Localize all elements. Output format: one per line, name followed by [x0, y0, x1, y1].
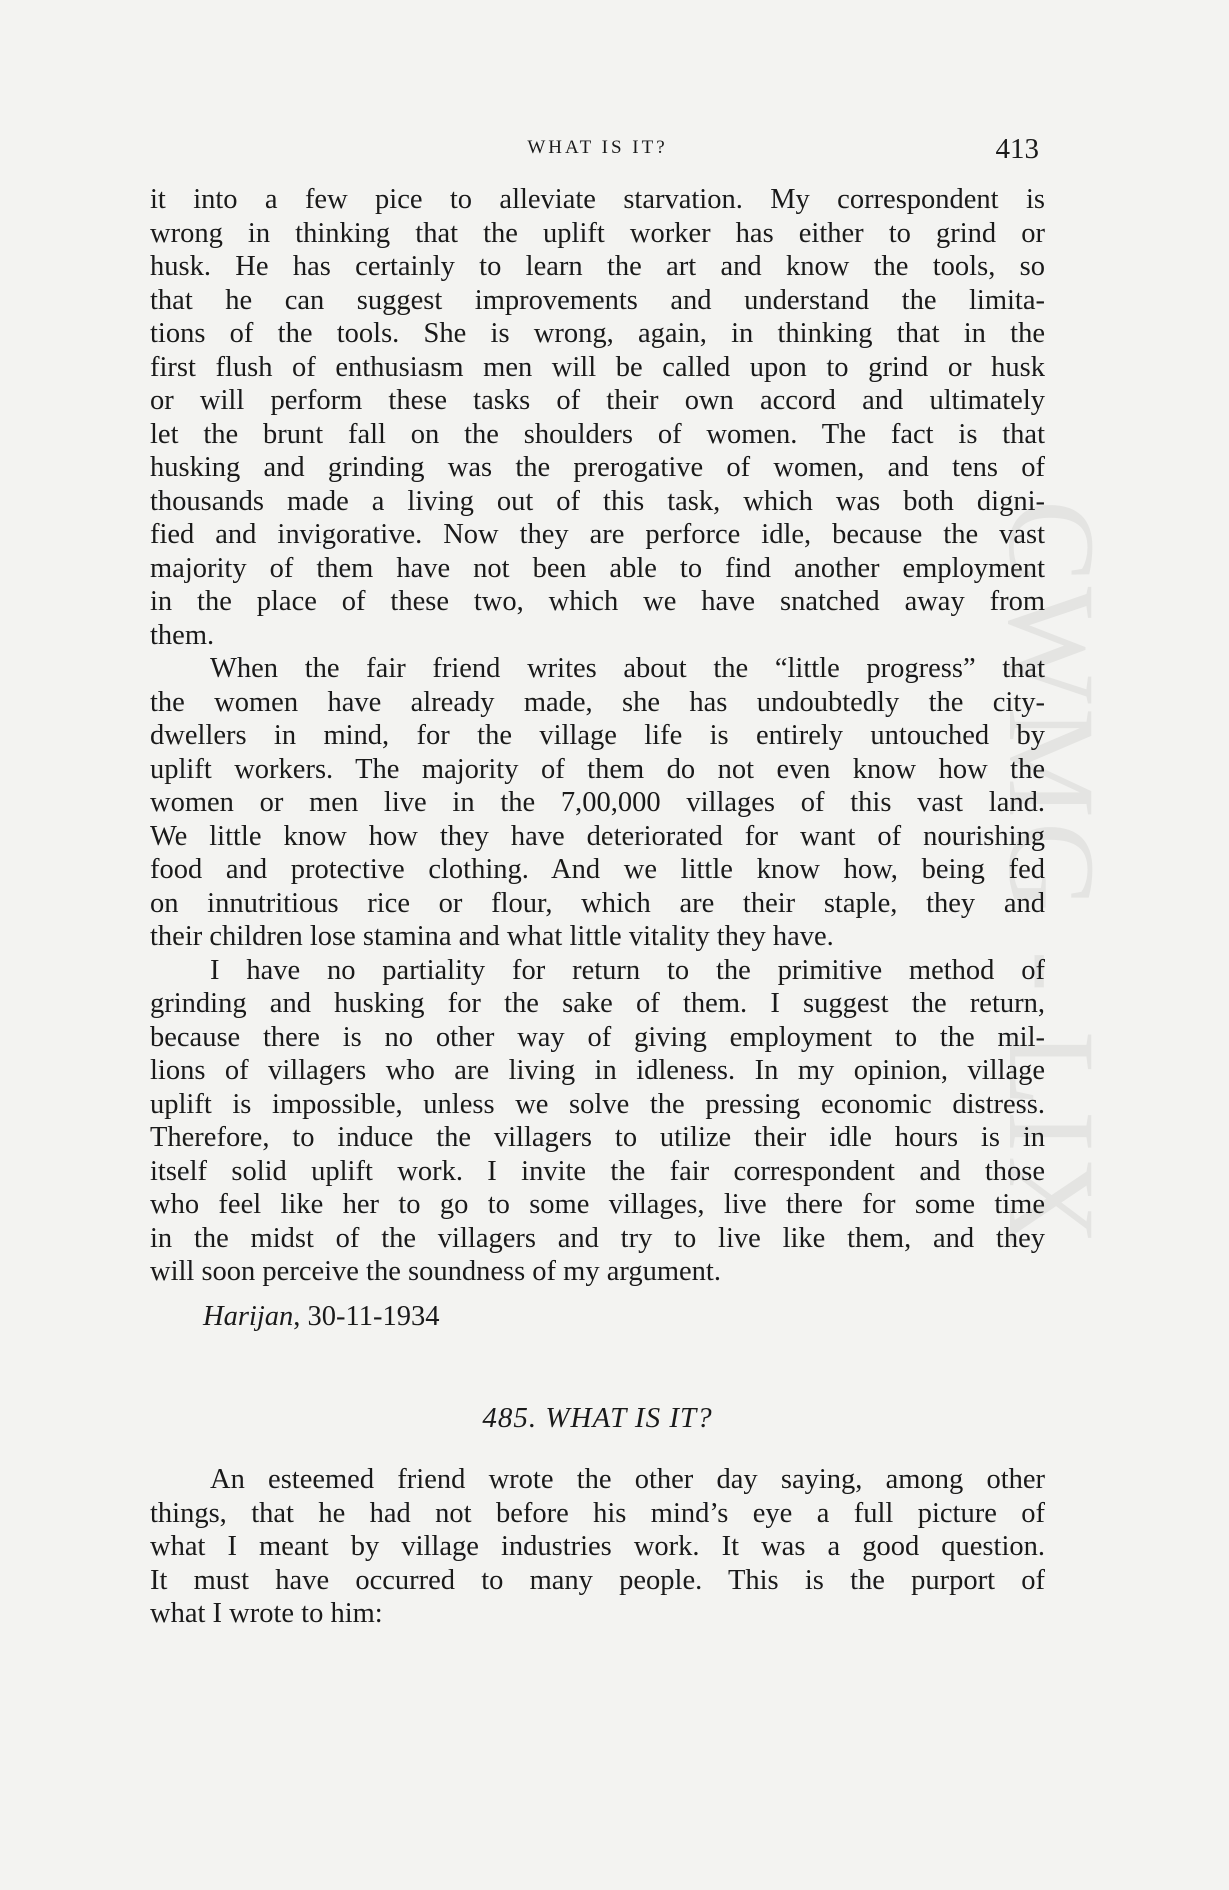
page-number: 413: [995, 133, 1039, 165]
text-line: them.: [150, 619, 215, 651]
text-line: husk. He has certainly to learn the art and know the tools, so: [150, 251, 1045, 282]
source-publication: Harijan: [203, 1301, 294, 1332]
text-line: When the fair friend writes about the “little progress” that: [210, 653, 1045, 684]
text-line: husking and grinding was the prerogative of women, and tens of: [150, 452, 1045, 483]
text-line: fied and invigorative. Now they are perforce idle, because the vast: [150, 519, 1045, 550]
text-line: uplift is impossible, unless we solve the pressing economic distress.: [150, 1088, 1045, 1120]
text-line: it into a few pice to alleviate starvation. My correspondent is: [150, 184, 1045, 215]
text-line: Therefore, to induce the villagers to utilize their idle hours is in: [150, 1122, 1045, 1153]
text-line: food and protective clothing. And we little know how, being fed: [150, 854, 1045, 885]
text-line: first flush of enthusiasm men will be called upon to grind or husk: [150, 351, 1045, 383]
text-line: majority of them have not been able to find another employment: [150, 552, 1045, 584]
watermark-text: CWMG - LIX: [983, 500, 1120, 1250]
section-body: [150, 1463, 1045, 1631]
continued-text: [150, 183, 1045, 1289]
text-line: dwellers in mind, for the village life is entirely untouched by: [150, 720, 1045, 751]
text-line: will soon perceive the soundness of my argument.: [150, 1256, 721, 1287]
text-line: An esteemed friend wrote the other day saying, among other: [210, 1464, 1045, 1495]
text-line: women or men live in the 7,00,000 villages of this vast land.: [150, 787, 1045, 818]
text-line: itself solid uplift work. I invite the fair correspondent and those: [150, 1155, 1045, 1187]
text-line: what I wrote to him:: [150, 1598, 383, 1629]
text-line: what I meant by village industries work. It was a good question.: [150, 1531, 1045, 1562]
text-line: things, that he had not before his mind’s eye a full picture of: [150, 1497, 1045, 1529]
text-line: on innutritious rice or flour, which are their staple, they and: [150, 887, 1045, 919]
text-line: thousands made a living out of this task, which was both digni-: [150, 485, 1045, 517]
text-line: It must have occurred to many people. This is the purport of: [150, 1564, 1045, 1596]
text-line: the women have already made, she has undoubtedly the city-: [150, 686, 1045, 718]
running-head: [150, 133, 1045, 173]
text-line: because there is no other way of giving employment to the mil-: [150, 1021, 1045, 1053]
text-line: We little know how they have deteriorated for want of nourishing: [150, 820, 1045, 852]
text-line: that he can suggest improvements and understand the limita-: [150, 284, 1045, 316]
text-line: I have no partiality for return to the primitive method of: [210, 954, 1045, 986]
text-line: let the brunt fall on the shoulders of women. The fact is that: [150, 418, 1045, 450]
text-line: tions of the tools. She is wrong, again, in thinking that in the: [150, 318, 1045, 349]
section-heading: 485. WHAT IS IT?: [482, 1402, 713, 1434]
text-line: in the midst of the villagers and try to live like them, and they: [150, 1222, 1045, 1254]
text-line: or will perform these tasks of their own accord and ultimately: [150, 385, 1045, 416]
text-line: wrong in thinking that the uplift worker has either to grind or: [150, 217, 1045, 249]
running-title: WHAT IS IT?: [527, 137, 668, 158]
text-line: grinding and husking for the sake of them. I suggest the return,: [150, 988, 1045, 1019]
text-line: in the place of these two, which we have snatched away from: [150, 586, 1045, 617]
source-citation: [203, 1301, 439, 1333]
text-line: their children lose stamina and what little vitality they have.: [150, 921, 834, 952]
text-line: lions of villagers who are living in idleness. In my opinion, village: [150, 1055, 1045, 1086]
text-line: who feel like her to go to some villages, live there for some time: [150, 1189, 1045, 1220]
source-date: , 30-11-1934: [293, 1301, 440, 1332]
text-line: uplift workers. The majority of them do not even know how the: [150, 753, 1045, 785]
